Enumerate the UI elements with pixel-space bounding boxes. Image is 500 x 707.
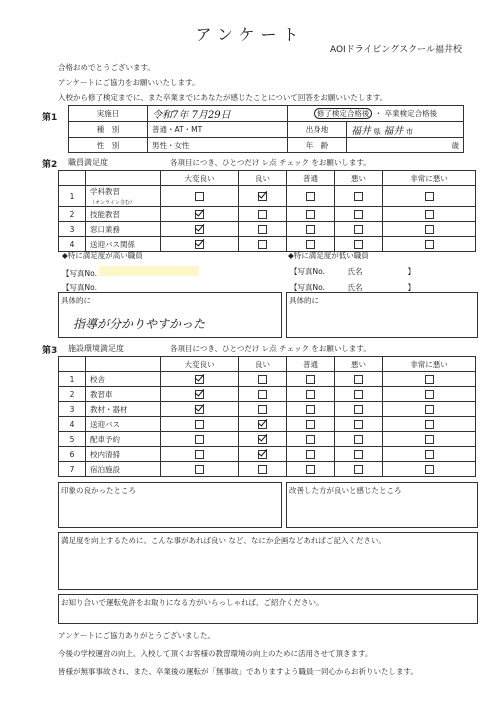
checkbox-checked[interactable] [195, 210, 204, 219]
checkbox[interactable] [306, 390, 315, 399]
checkbox[interactable] [258, 210, 267, 219]
age-label: 年 齢 [287, 138, 346, 153]
staff-rating-table [58, 170, 476, 252]
checkbox-checked[interactable] [195, 405, 204, 414]
checkbox[interactable] [195, 192, 204, 201]
bad-photo-label-2: 【写真No. [290, 283, 325, 292]
row-label: 学科教習 [90, 187, 120, 196]
good-points-box[interactable] [58, 482, 282, 528]
col-average: 普通 [287, 357, 335, 372]
good-photo-label-2: 【写真No. [62, 283, 97, 292]
row-label: 校舎 [86, 372, 161, 387]
section-2-label: 第2 [42, 160, 58, 170]
checkbox[interactable] [354, 375, 363, 384]
table-row [59, 462, 476, 477]
col-very-good: 大変良い [161, 171, 239, 186]
row-number: 1 [59, 372, 86, 387]
checkbox[interactable] [354, 192, 363, 201]
row-label: 送迎バス関係 [86, 237, 161, 252]
good-staff-title: ◆特に満足度が高い職員 [62, 251, 143, 260]
prefecture-value[interactable]: 福井 [350, 126, 371, 137]
section-1-table [68, 105, 464, 153]
row-number: 5 [59, 432, 86, 447]
city-unit: 市 [405, 127, 414, 136]
bad-detail-box[interactable] [286, 292, 478, 338]
bracket-close: 】 [407, 283, 415, 292]
checkbox[interactable] [354, 405, 363, 414]
row-label: 配車予約 [86, 432, 161, 447]
prefecture-unit: 県 [373, 127, 381, 136]
section-1-label: 第1 [42, 113, 58, 123]
section-2-instructions: 各項目につき、ひとつだけ レ点 チェック をお願いします。 [170, 158, 371, 167]
checkbox[interactable] [425, 192, 434, 201]
checkbox[interactable] [306, 225, 315, 234]
checkbox-checked[interactable] [195, 240, 204, 249]
col-very-good: 大変良い [161, 357, 239, 372]
good-points-label: 印象の良かったところ [61, 486, 136, 495]
checkbox[interactable] [354, 390, 363, 399]
origin-label: 出身地 [287, 122, 346, 138]
checkbox[interactable] [425, 210, 434, 219]
bracket-close: 】 [407, 267, 415, 276]
row-label: 技能教習 [86, 207, 161, 222]
col-good: 良い [239, 357, 287, 372]
checkbox-checked[interactable] [258, 192, 267, 201]
checkbox[interactable] [306, 435, 315, 444]
row-label: 教習車 [86, 387, 161, 402]
col-good: 良い [239, 171, 287, 186]
col-bad: 悪い [335, 171, 383, 186]
sex-value[interactable]: 男性・女性 [148, 138, 288, 153]
checkbox[interactable] [306, 210, 315, 219]
good-detail-box[interactable] [58, 292, 282, 338]
checkbox[interactable] [258, 240, 267, 249]
checkbox[interactable] [354, 240, 363, 249]
row-number: 2 [59, 387, 86, 402]
footer-line-3: 皆様が無事事故され、また、卒業後の運転が「無事故」でありますよう職員一同心からお祈りいたします。 [58, 667, 418, 676]
exam2-option[interactable]: 卒業検定合格後 [384, 109, 438, 118]
table-row [59, 417, 476, 432]
exam1-option[interactable]: 修了検定合格後 [314, 108, 373, 119]
col-very-bad: 非常に悪い [383, 171, 476, 186]
row-number: 7 [59, 462, 86, 477]
checkbox[interactable] [354, 450, 363, 459]
city-value[interactable]: 福井 [383, 126, 404, 137]
bad-staff-title: ◆特に満足度が低い職員 [288, 251, 369, 260]
checkbox-checked[interactable] [195, 225, 204, 234]
row-label: 宿泊施設 [86, 462, 161, 477]
row-label: 教材・器材 [86, 402, 161, 417]
checkbox[interactable] [306, 375, 315, 384]
checkbox[interactable] [354, 465, 363, 474]
table-row [59, 186, 476, 207]
checkbox[interactable] [425, 390, 434, 399]
type-value[interactable]: 普通・AT・MT [148, 122, 288, 138]
checkbox[interactable] [425, 435, 434, 444]
table-row [59, 207, 476, 222]
table-row [59, 387, 476, 402]
row-number: 6 [59, 447, 86, 462]
table-row [59, 402, 476, 417]
table-row [59, 447, 476, 462]
row-number: 3 [59, 402, 86, 417]
checkbox-checked[interactable] [258, 420, 267, 429]
row-number: 4 [59, 417, 86, 432]
sex-label: 性 別 [69, 138, 148, 153]
checkbox[interactable] [306, 465, 315, 474]
checkbox[interactable] [425, 375, 434, 384]
checkbox[interactable] [306, 405, 315, 414]
good-photo-label: 【写真No. [62, 269, 97, 278]
checkbox[interactable] [425, 405, 434, 414]
facility-rating-table [58, 356, 476, 477]
row-sublabel: （オンライン含む） [90, 200, 135, 206]
row-number: 4 [59, 237, 86, 252]
row-number: 2 [59, 207, 86, 222]
checkbox[interactable] [354, 435, 363, 444]
checkbox[interactable] [425, 465, 434, 474]
age-unit[interactable]: 歳 [346, 138, 463, 153]
checkbox[interactable] [195, 435, 204, 444]
checkbox[interactable] [195, 420, 204, 429]
detail-label: 具体的に [289, 296, 319, 305]
table-row [59, 432, 476, 447]
checkbox[interactable] [258, 375, 267, 384]
detail-label: 具体的に [61, 296, 91, 305]
checkbox[interactable] [425, 450, 434, 459]
date-label: 実施日 [69, 106, 148, 122]
checkbox[interactable] [306, 192, 315, 201]
row-label: 窓口業務 [86, 222, 161, 237]
exam-separator: ・ [374, 109, 383, 118]
checkbox[interactable] [354, 225, 363, 234]
ideas-label: 満足度を向上するために、こんな事があれば良い など、なにか企画などあればご記入ください。 [61, 536, 386, 545]
table-row [59, 372, 476, 387]
page-title: アンケート [195, 25, 305, 44]
checkbox[interactable] [425, 225, 434, 234]
checkbox[interactable] [425, 420, 434, 429]
redacted-name [99, 266, 199, 276]
row-label: 送迎バス [86, 417, 161, 432]
intro-line-2: アンケートにご協力をお願いいたします。 [58, 78, 200, 87]
section-2-heading: 職員満足度 [68, 158, 108, 167]
row-number: 1 [59, 186, 86, 207]
col-very-bad: 非常に悪い [383, 357, 476, 372]
checkbox[interactable] [306, 240, 315, 249]
bad-name-label-1: 氏名 [347, 267, 363, 276]
checkbox-checked[interactable] [258, 450, 267, 459]
intro-line-3: 入校から修了検定までに、また卒業までにあなたが感じたことについて回答をお願いいたします。 [58, 93, 388, 102]
row-number: 3 [59, 222, 86, 237]
checkbox[interactable] [306, 420, 315, 429]
checkbox[interactable] [306, 450, 315, 459]
section-3-label: 第3 [42, 346, 58, 356]
checkbox[interactable] [258, 225, 267, 234]
improvement-box[interactable] [286, 482, 478, 528]
checkbox[interactable] [425, 240, 434, 249]
row-label: 校内清掃 [86, 447, 161, 462]
col-bad: 悪い [335, 357, 383, 372]
col-average: 普通 [287, 171, 335, 186]
bad-photo-label-1: 【写真No. [290, 267, 325, 276]
checkbox[interactable] [195, 465, 204, 474]
school-name: AOIドライビングスクール福井校 [329, 45, 462, 55]
checkbox-checked[interactable] [258, 435, 267, 444]
referral-box[interactable] [58, 594, 478, 624]
checkbox-checked[interactable] [195, 375, 204, 384]
footer-line-2: 今後の学校運営の向上、入校して頂くお客様の教習環境の向上のために活用させて頂きます。 [58, 649, 373, 658]
section-3-instructions: 各項目につき、ひとつだけ レ点 チェック をお願いします。 [170, 344, 371, 353]
referral-label: お知り合いで運転免許をお取りになる方がいらっしゃれば、ご紹介ください。 [61, 598, 324, 607]
checkbox[interactable] [258, 405, 267, 414]
ideas-box[interactable] [58, 532, 478, 590]
improvement-label: 改善した方が良いと感じたところ [289, 486, 402, 495]
bad-name-label-2: 氏名 [347, 283, 363, 292]
intro-line-1: 合格おめでとうございます。 [58, 63, 155, 72]
table-row [59, 222, 476, 237]
checkbox[interactable] [354, 420, 363, 429]
checkbox[interactable] [195, 450, 204, 459]
section-3-heading: 施設環境満足度 [68, 344, 124, 353]
checkbox[interactable] [354, 210, 363, 219]
checkbox[interactable] [258, 390, 267, 399]
footer-line-1: アンケートにご協力ありがとうございました。 [58, 631, 216, 640]
type-label: 種 別 [69, 122, 148, 138]
date-value[interactable]: 令和7年 7月29日 [152, 110, 231, 121]
detail-handwritten-text: 指導が分かりやすかった [73, 317, 206, 331]
checkbox[interactable] [258, 465, 267, 474]
checkbox-checked[interactable] [195, 390, 204, 399]
